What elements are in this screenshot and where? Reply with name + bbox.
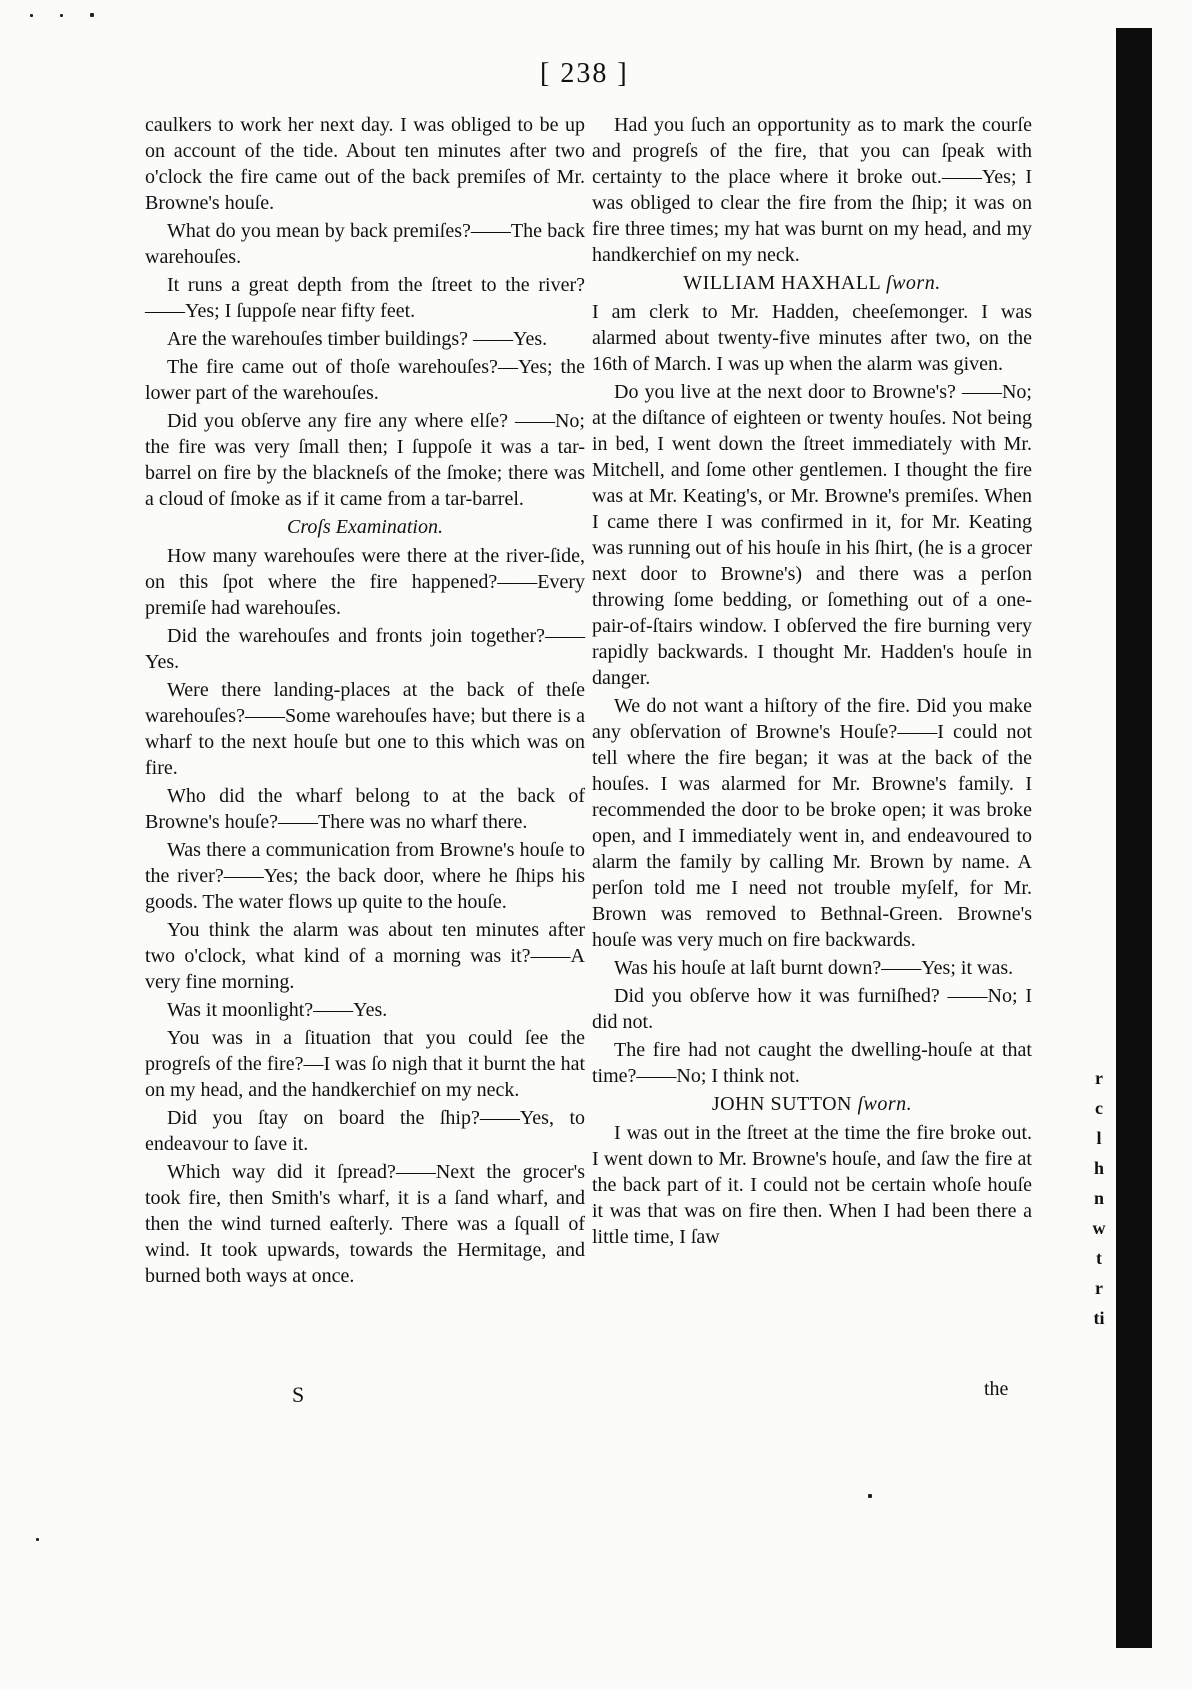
scan-speck (60, 14, 63, 17)
testimony-paragraph: The fire had not caught the dwelling-houſe at that time?——No; I think not. (592, 1039, 1032, 1087)
witness-heading (592, 270, 1032, 296)
testimony-paragraph: Did you obſerve any fire any where elſe? ——No; the fire was very ſmall then; I ſuppoſe it was a tar-barrel on fire by the blackneſs of the ſmoke; there was a cloud of ſmoke as if it came from a tar-barrel. (145, 410, 585, 510)
witness-heading (592, 1091, 1032, 1117)
testimony-paragraph: Which way did it ſpread?——Next the grocer's took fire, then Smith's wharf, it is a ſand wharf, and then the wind turned eaſterly. There was a ſquall of wind. It took upwards, towards the Hermitage, and burned both ways at once. (145, 1161, 585, 1287)
catchword: the (984, 1378, 1009, 1400)
scan-speck (90, 13, 94, 17)
testimony-paragraph: Was there a communication from Browne's houſe to the river?——Yes; the back door, where he ſhips his goods. The water flows up quite to the houſe. (145, 839, 585, 913)
testimony-paragraph: Were there landing-places at the back of theſe warehouſes?——Some warehouſes have; but there is a wharf to the next houſe but one to this which was on fire. (145, 679, 585, 779)
testimony-paragraph: Who did the wharf belong to at the back of Browne's houſe?——There was no wharf there. (145, 785, 585, 833)
testimony-paragraph: We do not want a hiſtory of the fire. Did you make any obſervation of Browne's Houſe?——I could not tell where the fire began; it was at the back of the houſes. I was alarmed for Mr. Browne's family. I recommended the door to be broke open; it was broke open, and I immediately went in, and endeavoured to alarm the family by calling Mr. Brown by name. A perſon told me I need not trouble myſelf, for Mr. Brown was removed to Bethnal-Green. Browne's houſe was very much on fire backwards. (592, 695, 1032, 951)
scan-speck (36, 1538, 39, 1541)
left-column (145, 112, 585, 1291)
testimony-paragraph: How many warehouſes were there at the river-ſide, on this ſpot where the fire happened?——Every premiſe had warehouſes. (145, 545, 585, 619)
testimony-paragraph: Did you ſtay on board the ſhip?——Yes, to endeavour to ſave it. (145, 1107, 585, 1155)
page-number-header: [ 238 ] (540, 58, 629, 89)
witness-name: WILLIAM HAXHALL (683, 272, 881, 294)
margin-fragment: l (1096, 1128, 1102, 1148)
scan-speck (30, 14, 33, 17)
right-margin-fragments (1090, 1063, 1108, 1333)
sworn-label: ſworn. (886, 272, 941, 294)
testimony-paragraph: I was out in the ſtreet at the time the fire broke out. I went down to Mr. Browne's houſe, and ſaw the fire at the back part of it. I could not be certain whoſe houſe it was that was on fire then. When I had been there a little time, I ſaw (592, 1122, 1032, 1248)
testimony-paragraph: You think the alarm was about ten minutes after two o'clock, what kind of a morning was it?——A very fine morning. (145, 919, 585, 993)
margin-fragment: r (1095, 1068, 1103, 1088)
testimony-paragraph: Was it moonlight?——Yes. (167, 999, 388, 1021)
sworn-label: ſworn. (857, 1093, 913, 1115)
testimony-paragraph: What do you mean by back premiſes?——The back warehouſes. (145, 220, 585, 268)
margin-fragment: w (1092, 1218, 1106, 1238)
testimony-paragraph: You was in a ſituation that you could ſee the progreſs of the fire?—I was ſo nigh that it burnt the hat on my head, and the handkerchief on my neck. (145, 1027, 585, 1101)
margin-fragment: h (1093, 1158, 1104, 1178)
testimony-paragraph: Do you live at the next door to Browne's? ——No; at the diſtance of eighteen or twenty houſes. Not being in bed, I went down the ſtreet immediately with Mr. Mitchell, and ſome other gentlemen. I thought the fire was at Mr. Keating's, or Mr. Browne's premiſes. When I came there I was confirmed in it, for Mr. Keating was running out of his houſe in his ſhirt, (he is a grocer next door to Browne's) and there was a perſon throwing ſome bedding, or ſomething out of a one-pair-of-ſtairs window. I obſerved the fire burning very rapidly backwards. I thought Mr. Hadden's houſe in danger. (592, 381, 1032, 689)
testimony-paragraph: I am clerk to Mr. Hadden, cheeſemonger. I was alarmed about twenty-five minutes after two, on the 16th of March. I was up when the alarm was given. (592, 301, 1032, 375)
margin-fragment: c (1095, 1098, 1103, 1118)
scan-edge-bar (1116, 28, 1152, 1648)
scan-speck (868, 1494, 872, 1498)
testimony-paragraph: caulkers to work her next day. I was obliged to be up on account of the tide. About ten minutes after two o'clock the fire came out of the back premiſes of Mr. Browne's houſe. (145, 114, 585, 214)
testimony-paragraph: Did the warehouſes and fronts join together?——Yes. (145, 625, 585, 673)
testimony-paragraph: The fire came out of thoſe warehouſes?—Yes; the lower part of the warehouſes. (145, 356, 585, 404)
right-column (592, 112, 1032, 1252)
witness-name: JOHN SUTTON (711, 1093, 852, 1115)
margin-fragment: ti (1093, 1308, 1105, 1328)
testimony-paragraph: Did you obſerve how it was furniſhed? ——No; I did not. (592, 985, 1032, 1033)
testimony-paragraph: Was his houſe at laſt burnt down?——Yes; it was. (614, 957, 1014, 979)
margin-fragment: n (1093, 1188, 1104, 1208)
signature-mark: S (292, 1382, 305, 1407)
section-heading: Croſs Examination. (287, 516, 443, 538)
margin-fragment: r (1095, 1278, 1103, 1298)
testimony-paragraph: Had you ſuch an opportunity as to mark the courſe and progreſs of the fire, that you can ſpeak with certainty to the place where it broke out.——Yes; I was obliged to clear the fire from the ſhip; it was on fire three times; my hat was burnt on my head, and my handkerchief on my neck. (592, 114, 1032, 266)
margin-fragment: t (1096, 1248, 1102, 1268)
testimony-paragraph: Are the warehouſes timber buildings? ——Yes. (167, 328, 548, 350)
testimony-paragraph: It runs a great depth from the ſtreet to the river?——Yes; I ſuppoſe near fifty feet. (145, 274, 585, 322)
